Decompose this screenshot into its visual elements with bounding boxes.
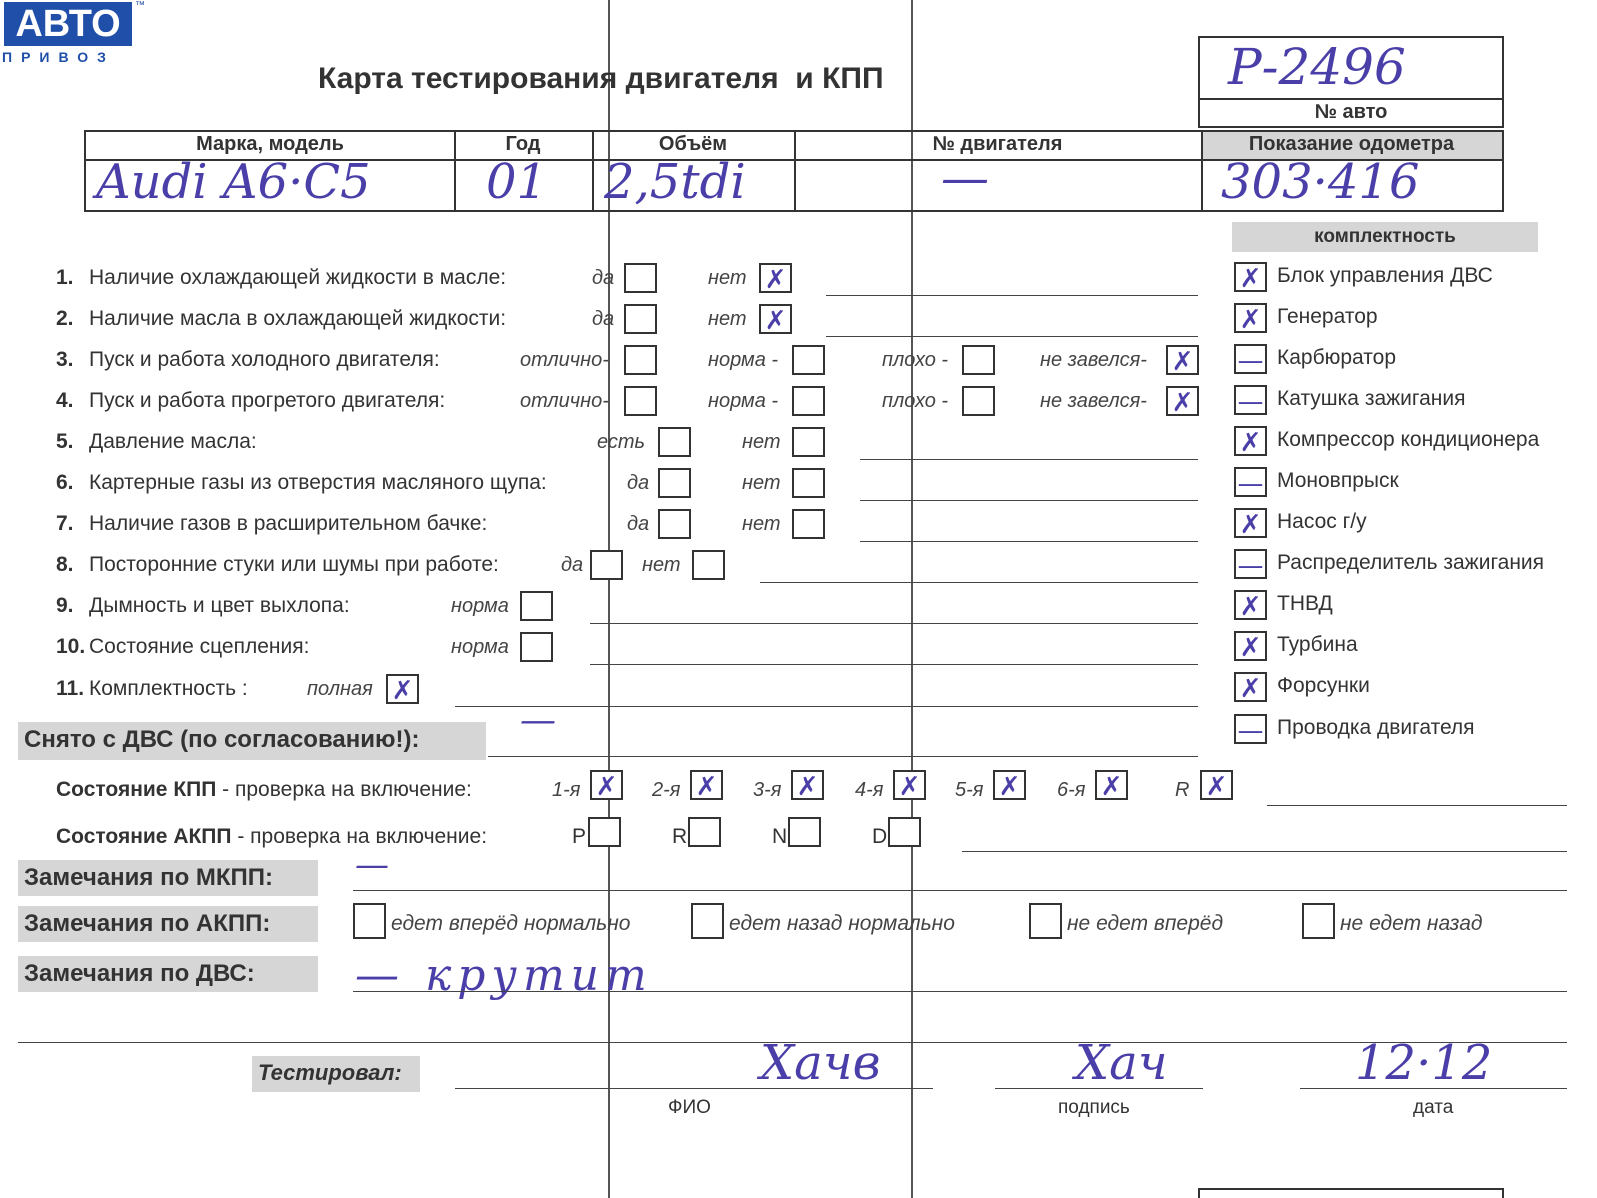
checkbox[interactable] bbox=[520, 632, 553, 662]
auto-number-label: № авто bbox=[1314, 101, 1388, 123]
completeness-title: комплектность bbox=[1232, 222, 1538, 252]
akpp-position-label: P bbox=[572, 825, 587, 848]
model-header: Марка, модель bbox=[196, 133, 344, 155]
question-text: Наличие охлаждающей жидкости в масле: bbox=[89, 266, 507, 289]
check-mark: — bbox=[1237, 387, 1264, 417]
completeness-item-label: Карбюратор bbox=[1277, 346, 1397, 369]
gear-label: R bbox=[1175, 779, 1190, 801]
akpp-remark-option: едет вперёд нормально bbox=[391, 912, 631, 935]
answer-line bbox=[860, 541, 1198, 542]
check-mark: ✗ bbox=[1239, 633, 1262, 663]
tested-label: Тестировал: bbox=[252, 1056, 420, 1092]
check-mark bbox=[794, 388, 823, 414]
question-text: Дымность и цвет выхлопа: bbox=[89, 594, 350, 617]
gear-label: 3-я bbox=[753, 779, 782, 801]
checkbox[interactable] bbox=[1234, 303, 1267, 333]
option-label: да bbox=[627, 472, 650, 494]
checkbox[interactable] bbox=[1234, 590, 1267, 620]
removed-value: — bbox=[520, 700, 556, 741]
answer-line bbox=[590, 623, 1198, 624]
option-label: нет bbox=[708, 267, 747, 289]
checkbox[interactable] bbox=[1234, 508, 1267, 538]
volume-header: Объём bbox=[658, 133, 728, 155]
checkbox[interactable] bbox=[692, 550, 725, 580]
checkbox[interactable] bbox=[759, 263, 792, 293]
completeness-item-label: Катушка зажигания bbox=[1277, 387, 1466, 410]
question-text: Состояние сцепления: bbox=[89, 635, 310, 658]
check-mark bbox=[794, 347, 823, 373]
gear-label: 6-я bbox=[1057, 779, 1086, 801]
question-text: Картерные газы из отверстия масляного щупа: bbox=[89, 471, 547, 494]
option-label: да bbox=[592, 308, 615, 330]
check-mark bbox=[522, 634, 551, 660]
check-mark bbox=[522, 593, 551, 619]
option-label: да bbox=[627, 513, 650, 535]
signature-value: Хач bbox=[1075, 1035, 1168, 1091]
option-label: плохо - bbox=[882, 390, 949, 412]
check-mark bbox=[964, 388, 993, 414]
checkbox[interactable] bbox=[658, 427, 691, 457]
mkpp-remarks-label: Замечания по МКПП: bbox=[18, 860, 318, 896]
akpp-remark-checkbox[interactable] bbox=[353, 903, 386, 939]
check-mark bbox=[794, 470, 823, 496]
check-mark: ✗ bbox=[1100, 772, 1123, 802]
check-mark bbox=[592, 552, 621, 578]
checkbox[interactable] bbox=[1234, 549, 1267, 579]
checkbox[interactable] bbox=[590, 550, 623, 580]
check-mark bbox=[626, 347, 655, 373]
option-label: не завелся- bbox=[1040, 349, 1147, 371]
check-mark: ✗ bbox=[764, 306, 787, 336]
model-value: Audi A6·C5 bbox=[96, 154, 371, 210]
answer-line bbox=[760, 582, 1198, 583]
check-mark: — bbox=[1237, 346, 1264, 376]
check-mark: ✗ bbox=[1239, 305, 1262, 335]
date-label: дата bbox=[1413, 1097, 1454, 1118]
check-mark: ✗ bbox=[1239, 264, 1262, 294]
check-mark: ✗ bbox=[595, 772, 618, 802]
akpp-remark-checkbox[interactable] bbox=[1302, 903, 1335, 939]
option-label: нет bbox=[742, 431, 781, 453]
checkbox[interactable] bbox=[1200, 770, 1233, 800]
option-label: отлично- bbox=[520, 390, 609, 412]
engine-number-value: — bbox=[941, 150, 989, 206]
engine-number-header: № двигателя bbox=[932, 133, 1063, 155]
check-mark bbox=[660, 429, 689, 455]
question-text: Наличие масла в охлаждающей жидкости: bbox=[89, 307, 507, 330]
odometer-value: 303·416 bbox=[1221, 154, 1420, 210]
option-label: нет bbox=[742, 472, 781, 494]
option-label: полная bbox=[307, 678, 373, 700]
answer-line bbox=[590, 664, 1198, 665]
checkbox[interactable] bbox=[624, 304, 657, 334]
question-number: 10. bbox=[56, 635, 86, 658]
completeness-item-label: Форсунки bbox=[1277, 674, 1370, 697]
completeness-item-label: Генератор bbox=[1277, 305, 1378, 328]
dvs-remarks-value: — крутит bbox=[355, 950, 653, 1001]
question-text: Наличие газов в расширительном бачке: bbox=[89, 512, 488, 535]
checkbox[interactable] bbox=[792, 345, 825, 375]
option-label: отлично- bbox=[520, 349, 609, 371]
option-label: плохо - bbox=[882, 349, 949, 371]
checkbox[interactable] bbox=[1095, 770, 1128, 800]
checkbox[interactable] bbox=[1234, 344, 1267, 374]
akpp-remarks-label: Замечания по АКПП: bbox=[18, 906, 318, 942]
check-mark bbox=[626, 265, 655, 291]
akpp-position-checkbox[interactable] bbox=[788, 817, 821, 847]
checkbox[interactable] bbox=[759, 304, 792, 334]
completeness-item-label: ТНВД bbox=[1277, 592, 1333, 615]
akpp-remark-checkbox[interactable] bbox=[691, 903, 724, 939]
question-number: 8. bbox=[56, 553, 74, 576]
checkbox[interactable] bbox=[624, 263, 657, 293]
check-mark bbox=[694, 552, 723, 578]
year-header: Год bbox=[505, 133, 541, 155]
page-title: Карта тестирования двигателя и КПП bbox=[318, 62, 884, 95]
logo-bottom: ПРИВОЗ bbox=[2, 49, 115, 65]
check-mark: ✗ bbox=[1239, 510, 1262, 540]
checkbox[interactable] bbox=[1234, 467, 1267, 497]
completeness-item-label: Насос г/у bbox=[1277, 510, 1367, 533]
mkpp-remarks-value: — bbox=[355, 845, 389, 885]
auto-number-box bbox=[1198, 36, 1504, 128]
checkbox[interactable] bbox=[658, 509, 691, 539]
signature-label: подпись bbox=[1058, 1097, 1130, 1118]
checkbox[interactable] bbox=[962, 386, 995, 416]
completeness-item-label: Блок управления ДВС bbox=[1277, 264, 1493, 287]
checkbox[interactable] bbox=[792, 468, 825, 498]
akpp-remark-checkbox[interactable] bbox=[1029, 903, 1062, 939]
check-mark: ✗ bbox=[1239, 674, 1262, 704]
check-mark bbox=[964, 347, 993, 373]
completeness-item-label: Компрессор кондиционера bbox=[1277, 428, 1540, 451]
year-value: 01 bbox=[486, 154, 548, 210]
checkbox[interactable] bbox=[962, 345, 995, 375]
check-mark: ✗ bbox=[898, 772, 921, 802]
akpp-position-checkbox[interactable] bbox=[588, 817, 621, 847]
check-mark: ✗ bbox=[796, 772, 819, 802]
question-number: 3. bbox=[56, 348, 74, 371]
question-number: 11. bbox=[56, 677, 85, 700]
checkbox[interactable] bbox=[1234, 385, 1267, 415]
question-text: Пуск и работа холодного двигателя: bbox=[89, 348, 440, 371]
checkbox[interactable] bbox=[893, 770, 926, 800]
logo-tm: ™ bbox=[135, 0, 145, 11]
checkbox[interactable] bbox=[1166, 345, 1199, 375]
option-label: норма bbox=[451, 595, 509, 617]
date-value: 12·12 bbox=[1355, 1035, 1493, 1091]
akpp-remark-option: не едет назад bbox=[1340, 912, 1483, 935]
checkbox[interactable] bbox=[1234, 714, 1267, 744]
akpp-label: Состояние АКПП - проверка на включение: bbox=[56, 825, 488, 848]
vehicle-table bbox=[84, 130, 1504, 212]
gear-label: 2-я bbox=[652, 779, 681, 801]
check-mark bbox=[660, 470, 689, 496]
question-text: Давление масла: bbox=[89, 430, 257, 453]
checkbox[interactable] bbox=[791, 770, 824, 800]
check-mark: ✗ bbox=[1205, 772, 1228, 802]
dvs-remarks-label: Замечания по ДВС: bbox=[18, 956, 318, 992]
check-mark bbox=[626, 388, 655, 414]
check-mark: — bbox=[1237, 551, 1264, 581]
question-number: 9. bbox=[56, 594, 74, 617]
question-number: 6. bbox=[56, 471, 74, 494]
check-mark: ✗ bbox=[998, 772, 1021, 802]
checkbox[interactable] bbox=[1234, 426, 1267, 456]
option-label: да bbox=[592, 267, 615, 289]
checkbox[interactable] bbox=[792, 427, 825, 457]
completeness-item-label: Распределитель зажигания bbox=[1277, 551, 1545, 574]
checkbox[interactable] bbox=[658, 468, 691, 498]
answer-line bbox=[826, 336, 1198, 337]
option-label: нет bbox=[708, 308, 747, 330]
check-mark: ✗ bbox=[1239, 428, 1262, 458]
checkbox[interactable] bbox=[520, 591, 553, 621]
akpp-position-checkbox[interactable] bbox=[688, 817, 721, 847]
question-text: Пуск и работа прогретого двигателя: bbox=[89, 389, 446, 412]
gear-label: 1-я bbox=[552, 779, 581, 801]
checkbox[interactable] bbox=[792, 509, 825, 539]
checkbox[interactable] bbox=[993, 770, 1026, 800]
logo bbox=[0, 0, 145, 70]
akpp-remark-option: едет назад нормально bbox=[729, 912, 955, 935]
checkbox[interactable] bbox=[1166, 386, 1199, 416]
question-number: 5. bbox=[56, 430, 74, 453]
akpp-position-checkbox[interactable] bbox=[888, 817, 921, 847]
odometer-header: Показание одометра bbox=[1248, 133, 1455, 155]
question-text: Комплектность : bbox=[89, 677, 248, 700]
option-label: норма - bbox=[708, 349, 779, 371]
check-mark: — bbox=[1237, 716, 1264, 746]
fio-label: ФИО bbox=[668, 1097, 711, 1118]
checkbox[interactable] bbox=[590, 770, 623, 800]
answer-line bbox=[826, 295, 1198, 296]
volume-value: 2,5tdi bbox=[604, 154, 746, 210]
answer-line bbox=[455, 706, 1198, 707]
checkbox[interactable] bbox=[1234, 262, 1267, 292]
question-number: 7. bbox=[56, 512, 74, 535]
option-label: норма bbox=[451, 636, 509, 658]
checkbox[interactable] bbox=[792, 386, 825, 416]
completeness-item-label: Турбина bbox=[1277, 633, 1358, 656]
checkbox[interactable] bbox=[386, 674, 419, 704]
option-label: нет bbox=[742, 513, 781, 535]
check-mark: ✗ bbox=[1239, 592, 1262, 622]
check-mark bbox=[794, 429, 823, 455]
check-mark bbox=[626, 306, 655, 332]
akpp-position-label: D bbox=[872, 825, 888, 848]
option-label: да bbox=[561, 554, 584, 576]
check-mark: ✗ bbox=[1171, 347, 1194, 377]
checkbox[interactable] bbox=[1234, 672, 1267, 702]
option-label: нет bbox=[642, 554, 681, 576]
checkbox[interactable] bbox=[690, 770, 723, 800]
completeness-item-label: Моновпрыск bbox=[1277, 469, 1399, 492]
check-mark: ✗ bbox=[695, 772, 718, 802]
akpp-position-label: N bbox=[772, 825, 788, 848]
option-label: есть bbox=[597, 431, 646, 453]
checkbox[interactable] bbox=[1234, 631, 1267, 661]
akpp-position-label: R bbox=[672, 825, 688, 848]
auto-number-value: Р-2496 bbox=[1228, 38, 1406, 96]
completeness-item-label: Проводка двигателя bbox=[1277, 716, 1475, 739]
option-label: норма - bbox=[708, 390, 779, 412]
check-mark bbox=[660, 511, 689, 537]
question-number: 2. bbox=[56, 307, 74, 330]
check-mark: — bbox=[1237, 469, 1264, 499]
check-mark: ✗ bbox=[391, 676, 414, 706]
option-label: не завелся- bbox=[1040, 390, 1147, 412]
logo-top: АВТО bbox=[4, 2, 132, 46]
removed-label: Снято с ДВС (по согласованию!): bbox=[18, 722, 486, 760]
checkbox[interactable] bbox=[624, 386, 657, 416]
answer-line bbox=[860, 500, 1198, 501]
checkbox[interactable] bbox=[624, 345, 657, 375]
check-mark bbox=[794, 511, 823, 537]
question-number: 4. bbox=[56, 389, 74, 412]
question-number: 1. bbox=[56, 266, 74, 289]
answer-line bbox=[860, 459, 1198, 460]
fio-value: Хачв bbox=[760, 1035, 881, 1091]
gear-label: 5-я bbox=[955, 779, 984, 801]
check-mark: ✗ bbox=[764, 265, 787, 295]
check-mark: ✗ bbox=[1171, 388, 1194, 418]
kpp-label: Состояние КПП - проверка на включение: bbox=[56, 778, 472, 801]
question-text: Посторонние стуки или шумы при работе: bbox=[89, 553, 499, 576]
akpp-remark-option: не едет вперёд bbox=[1067, 912, 1224, 935]
gear-label: 4-я bbox=[855, 779, 884, 801]
